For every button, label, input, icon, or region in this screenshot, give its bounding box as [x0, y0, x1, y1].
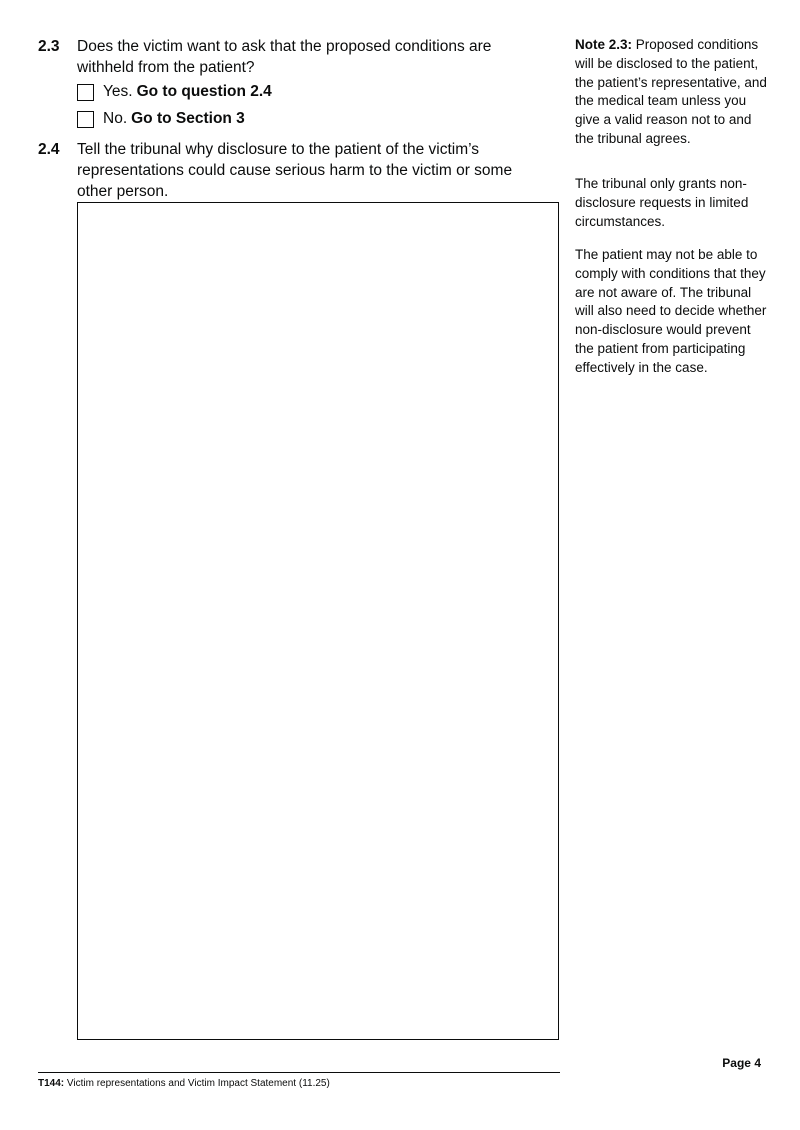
- note-heading: Note 2.3:: [575, 37, 633, 52]
- note-text-3: The patient may not be able to comply with conditions that they are not aware of. The tribunal will also need to decide whether non-disclosure would prevent the patient from participating effectively in the case.: [575, 247, 767, 375]
- question-number-2-3: 2.3: [38, 38, 60, 55]
- option-yes-label: Yes.: [103, 83, 133, 100]
- no-checkbox[interactable]: [77, 111, 94, 128]
- form-code: T144:: [38, 1078, 65, 1089]
- question-number-2-4: 2.4: [38, 141, 60, 158]
- footer: [38, 1078, 330, 1089]
- question-text-2-3: Does the victim want to ask that the proposed conditions are withheld from the patient?: [77, 38, 492, 76]
- yes-checkbox[interactable]: [77, 84, 94, 101]
- option-no-label: No.: [103, 110, 128, 127]
- question-text-2-4: Tell the tribunal why disclosure to the patient of the victim’s representations could cause serious harm to the victim or some other person.: [77, 141, 513, 200]
- option-yes[interactable]: [77, 81, 272, 103]
- option-yes-instruction: Go to question 2.4: [136, 83, 272, 100]
- option-no-instruction: Go to Section 3: [131, 110, 245, 127]
- option-no[interactable]: [77, 108, 245, 130]
- footer-divider: [38, 1072, 560, 1073]
- note-text-1: Proposed conditions will be disclosed to the patient, the patient’s representative, and the medical team unless you give a valid reason not to and the tribunal agrees.: [575, 37, 767, 146]
- note-2-3-paragraph-1: [575, 36, 767, 149]
- page-number: Page 4: [722, 1056, 761, 1070]
- form-title: Victim representations and Victim Impact Statement (11.25): [66, 1078, 330, 1089]
- disclosure-harm-textarea[interactable]: [77, 202, 559, 1040]
- note-text-2: The tribunal only grants non-disclosure requests in limited circumstances.: [575, 176, 749, 229]
